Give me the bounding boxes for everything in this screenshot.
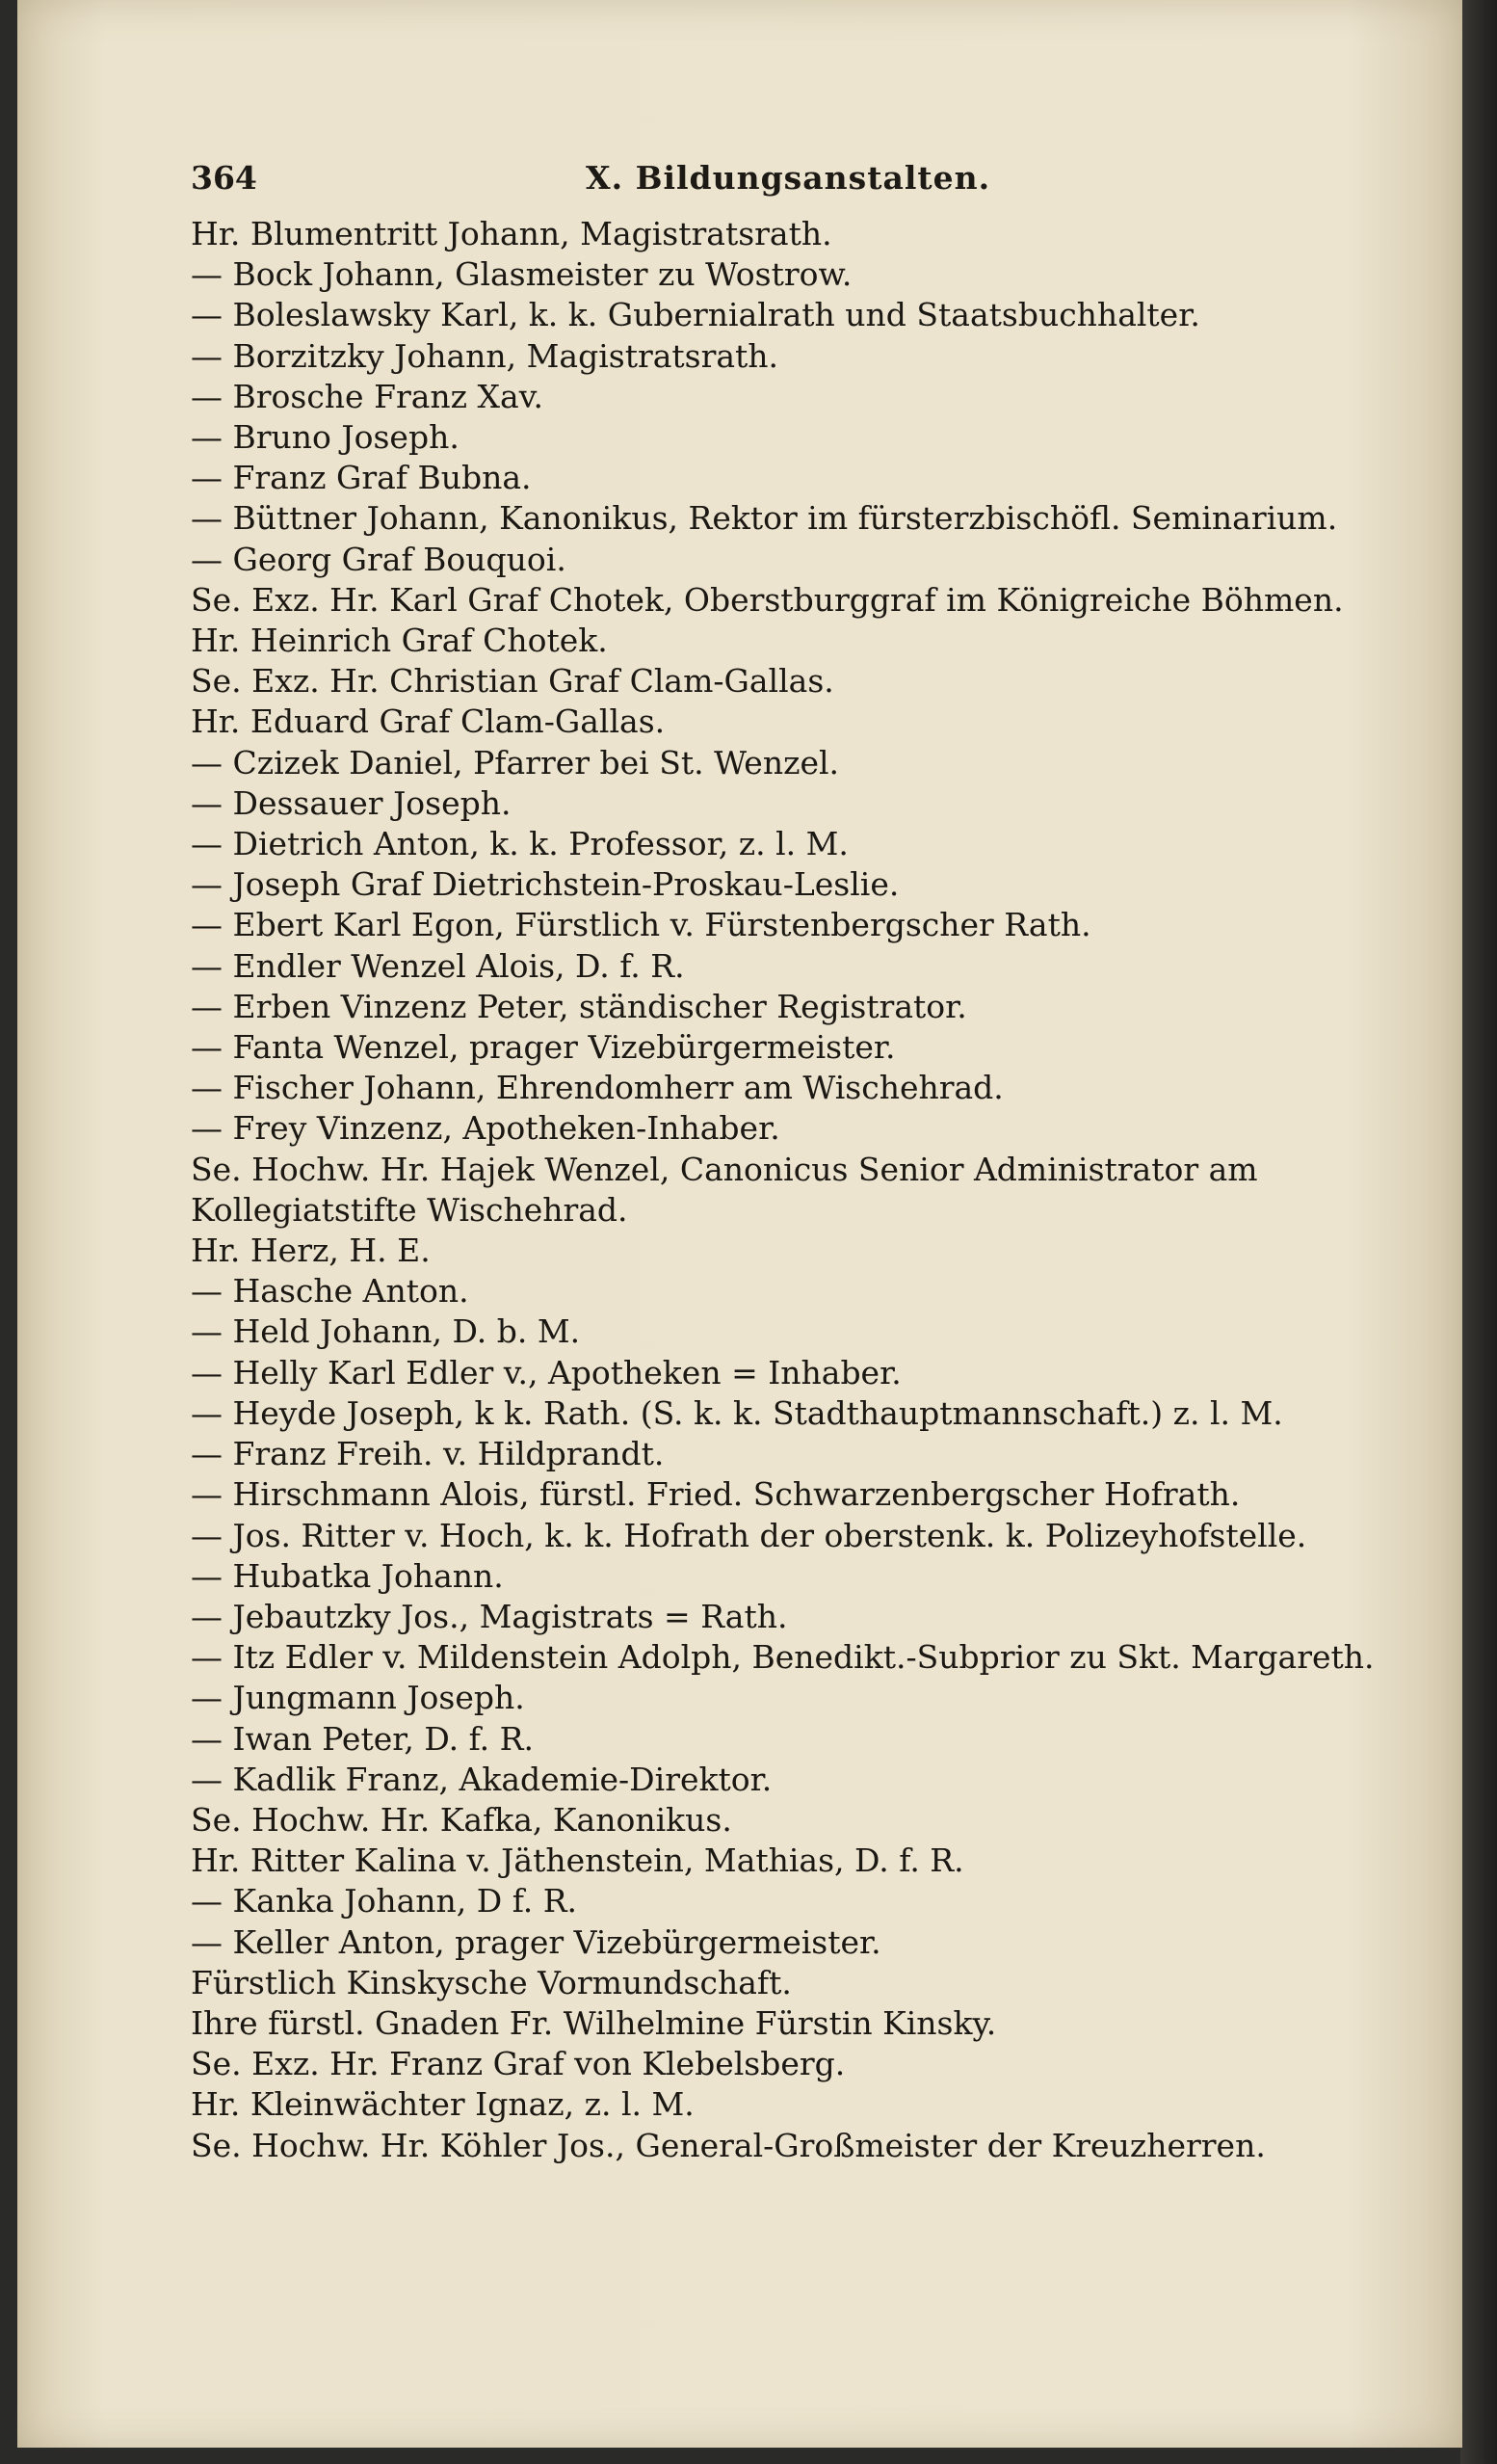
list-entry: Hr. Heinrich Graf Chotek. [191,622,608,660]
member-list [191,214,1376,2166]
list-entry: Hr. Blumentritt Johann, Magistratsrath. [191,215,832,252]
list-entry: Hr. Herz, H. E. [191,1232,431,1270]
list-entry: Ihre fürstl. Gnaden Fr. Wilhelmine Fürstin Kinsky. [191,2003,997,2042]
book-spine-edge [1460,0,1497,2464]
list-entry: — Joseph Graf Dietrichstein-Proskau-Leslie. [191,865,900,904]
list-entry: — Itz Edler v. Mildenstein Adolph, Benedikt.-Subprior zu Skt. Margareth. [191,1638,1375,1677]
running-title: X. Bildungsanstalten. [586,159,991,197]
book-page [17,0,1462,2448]
list-entry: — Frey Vinzenz, Apotheken-Inhaber. [191,1109,780,1148]
list-entry: — Czizek Daniel, Pfarrer bei St. Wenzel. [191,743,840,782]
list-entry: Kollegiatstifte Wischehrad. [191,1190,628,1229]
list-entry: — Helly Karl Edler v., Apotheken = Inhaber. [191,1353,902,1391]
list-entry: Se. Hochw. Hr. Kafka, Kanonikus. [191,1800,732,1839]
list-entry: — Ebert Karl Egon, Fürstlich v. Fürstenbergscher Rath. [191,906,1091,944]
list-entry: Se. Hochw. Hr. Hajek Wenzel, Canonicus Senior Administrator am [191,1150,1258,1188]
list-entry: — Jungmann Joseph. [191,1679,525,1717]
list-entry: Se. Exz. Hr. Christian Graf Clam-Gallas. [191,662,834,701]
list-entry: — Franz Graf Bubna. [191,459,532,497]
list-entry: Hr. Kleinwächter Ignaz, z. l. M. [191,2085,695,2124]
list-entry: — Bruno Joseph. [191,418,460,457]
list-entry: — Keller Anton, prager Vizebürgermeister. [191,1922,881,1961]
list-entry: — Endler Wenzel Alois, D. f. R. [191,946,685,985]
list-entry: — Fischer Johann, Ehrendomherr am Wischehrad. [191,1069,1004,1107]
list-entry: Hr. Ritter Kalina v. Jäthenstein, Mathias, D. f. R. [191,1841,964,1880]
list-entry: — Georg Graf Bouquoi. [191,540,566,578]
list-entry: — Boleslawsky Karl, k. k. Gubernialrath und Staatsbuchhalter. [191,296,1200,334]
page-number: 364 [191,159,257,197]
list-entry: — Dietrich Anton, k. k. Professor, z. l. M. [191,825,849,863]
list-entry: Se. Exz. Hr. Karl Graf Chotek, Oberstburggraf im Königreiche Böhmen. [191,580,1344,619]
list-entry: — Fanta Wenzel, prager Vizebürgermeister. [191,1028,896,1067]
list-entry: Hr. Eduard Graf Clam-Gallas. [191,702,666,741]
list-entry: — Kanka Johann, D f. R. [191,1882,578,1921]
list-entry: — Hirschmann Alois, fürstl. Fried. Schwarzenbergscher Hofrath. [191,1475,1241,1514]
list-entry: — Borzitzky Johann, Magistratsrath. [191,336,779,375]
list-entry: — Heyde Joseph, k k. Rath. (S. k. k. Stadthauptmannschaft.) z. l. M. [191,1393,1283,1432]
list-entry: — Franz Freih. v. Hildprandt. [191,1435,665,1473]
list-entry: Se. Exz. Hr. Franz Graf von Klebelsberg. [191,2045,846,2083]
list-entry: — Hasche Anton. [191,1272,469,1311]
page-header [191,159,1347,207]
list-entry: — Dessauer Joseph. [191,783,512,822]
list-entry: Fürstlich Kinskysche Vormundschaft. [191,1963,792,2001]
list-entry: — Erben Vinzenz Peter, ständischer Registrator. [191,987,967,1025]
list-entry: — Brosche Franz Xav. [191,377,543,415]
list-entry: Se. Hochw. Hr. Köhler Jos., General-Großmeister der Kreuzherren. [191,2126,1266,2164]
list-entry: — Held Johann, D. b. M. [191,1312,581,1351]
list-entry: — Büttner Johann, Kanonikus, Rektor im fürsterzbischöfl. Seminarium. [191,499,1338,538]
list-entry: — Hubatka Johann. [191,1556,504,1595]
list-entry: — Kadlik Franz, Akademie-Direktor. [191,1760,773,1798]
list-entry: — Bock Johann, Glasmeister zu Wostrow. [191,255,853,294]
list-entry: — Iwan Peter, D. f. R. [191,1719,534,1758]
list-entry: — Jebautzky Jos., Magistrats = Rath. [191,1597,788,1635]
list-entry: — Jos. Ritter v. Hoch, k. k. Hofrath der oberstenk. k. Polizeyhofstelle. [191,1516,1307,1554]
